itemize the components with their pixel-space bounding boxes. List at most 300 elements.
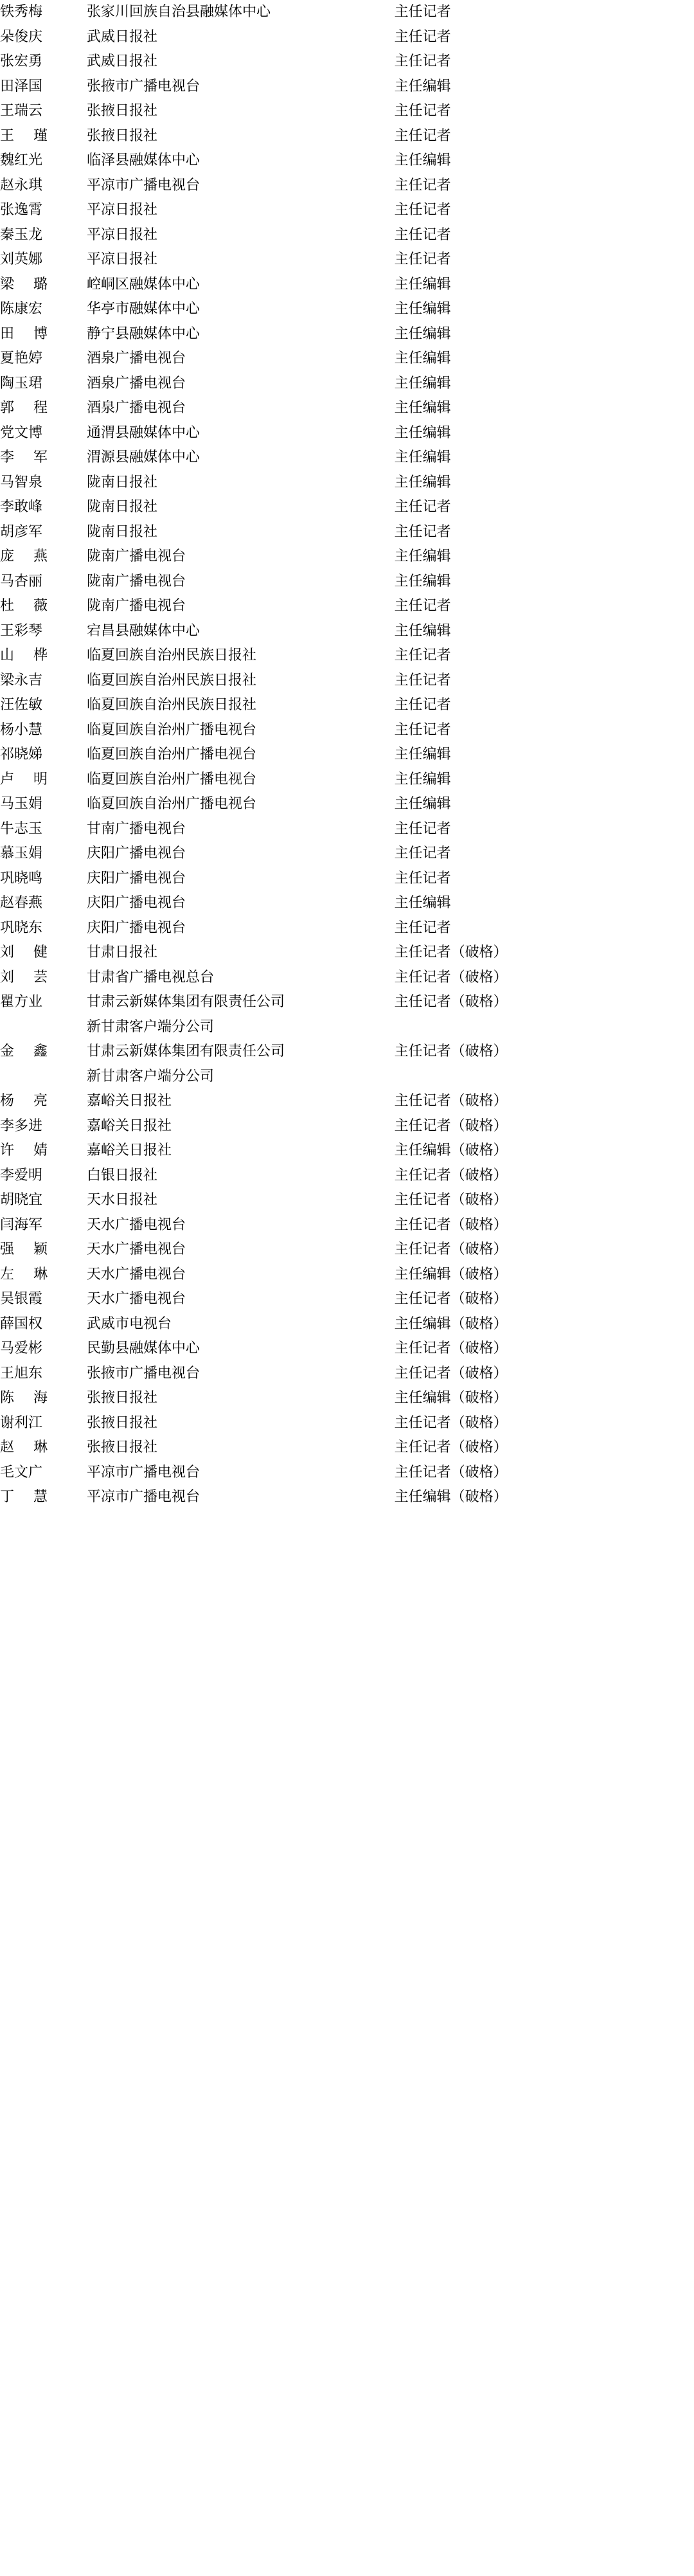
cell-title: 主任记者 <box>394 919 451 936</box>
cell-organization: 酒泉广播电视台 <box>87 350 186 366</box>
cell-name <box>0 347 87 372</box>
cell-title: 主任记者（破格） <box>394 944 508 960</box>
person-name: 田泽国 <box>0 78 43 95</box>
cell-name <box>0 792 87 817</box>
cell-organization: 张掖市广播电视台 <box>87 78 200 95</box>
cell-name <box>0 693 87 718</box>
person-name: 吴银霞 <box>0 1291 43 1307</box>
table-row <box>0 322 694 347</box>
person-name: 汪佐敏 <box>0 697 43 713</box>
cell-name <box>0 322 87 347</box>
cell-title: 主任记者 <box>394 202 451 218</box>
cell-name <box>0 25 87 50</box>
cell-organization: 陇南日报社 <box>87 523 158 540</box>
table-row <box>0 1040 694 1065</box>
person-name: 赵永琪 <box>0 177 43 194</box>
cell-title: 主任记者（破格） <box>394 1241 508 1257</box>
cell-name <box>0 1362 87 1387</box>
cell-organization: 天水日报社 <box>87 1192 158 1208</box>
table-row <box>0 1461 694 1486</box>
cell-title: 主任记者 <box>394 820 451 837</box>
cell-organization: 平凉日报社 <box>87 226 158 243</box>
person-name: 马爱彬 <box>0 1340 43 1356</box>
table-row <box>0 941 694 966</box>
cell-title: 主任记者（破格） <box>394 1414 508 1431</box>
cell-name <box>0 594 87 619</box>
cell-name <box>0 297 87 322</box>
cell-name <box>0 198 87 223</box>
cell-name <box>0 644 87 669</box>
cell-name <box>0 817 87 842</box>
cell-title: 主任记者 <box>394 672 451 689</box>
table-row <box>0 891 694 916</box>
person-name: 朵俊庆 <box>0 28 43 45</box>
cell-name <box>0 743 87 768</box>
table-row <box>0 1089 694 1114</box>
table-row <box>0 25 694 50</box>
cell-organization: 庆阳广播电视台 <box>87 919 186 936</box>
table-row <box>0 768 694 793</box>
person-name: 梁永吉 <box>0 672 43 689</box>
cell-organization: 平凉市广播电视台 <box>87 1464 200 1481</box>
table-row <box>0 867 694 892</box>
person-name: 马玉娟 <box>0 796 43 812</box>
cell-title: 主任记者（破格） <box>394 1216 508 1233</box>
table-row <box>0 149 694 174</box>
table-row <box>0 99 694 124</box>
cell-organization: 酒泉广播电视台 <box>87 375 186 392</box>
cell-title: 主任编辑 <box>394 301 451 317</box>
cell-title-empty <box>395 1065 694 1090</box>
cell-organization: 临夏回族自治州广播电视台 <box>87 771 257 788</box>
table-row <box>0 1386 694 1411</box>
cell-title: 主任编辑 <box>394 548 451 564</box>
cell-title: 主任编辑 <box>394 622 451 639</box>
cell-organization: 嘉峪关日报社 <box>87 1142 172 1158</box>
person-name: 山 桦 <box>0 647 48 663</box>
person-name: 庞 燕 <box>0 548 48 564</box>
person-name: 陈康宏 <box>0 301 43 317</box>
cell-name <box>0 619 87 644</box>
cell-organization: 甘肃云新媒体集团有限责任公司 <box>87 994 285 1010</box>
cell-name <box>0 966 87 991</box>
cell-title: 主任记者（破格） <box>394 1093 508 1109</box>
cell-organization-line2: 新甘肃客户端分公司 <box>87 1068 215 1085</box>
table-row <box>0 1337 694 1362</box>
table-row <box>0 545 694 570</box>
cell-title: 主任编辑 <box>394 375 451 392</box>
cell-title: 主任记者 <box>394 53 451 69</box>
person-name: 闫海军 <box>0 1216 43 1233</box>
cell-organization: 张掖日报社 <box>87 1390 158 1406</box>
cell-title: 主任编辑 <box>394 474 451 491</box>
cell-title: 主任记者 <box>394 251 451 267</box>
cell-title: 主任记者（破格） <box>394 994 508 1010</box>
cell-organization: 张掖市广播电视台 <box>87 1365 200 1382</box>
cell-name <box>0 718 87 743</box>
cell-title: 主任编辑（破格） <box>394 1489 508 1505</box>
cell-title: 主任编辑 <box>394 424 451 441</box>
cell-organization: 通渭县融媒体中心 <box>87 424 200 441</box>
cell-name <box>0 1386 87 1411</box>
person-name: 马杏丽 <box>0 573 43 590</box>
person-name: 薛国权 <box>0 1315 43 1332</box>
table-row <box>0 223 694 248</box>
cell-organization: 甘南广播电视台 <box>87 820 186 837</box>
cell-name <box>0 1263 87 1288</box>
table-row <box>0 124 694 149</box>
cell-organization: 陇南广播电视台 <box>87 573 186 590</box>
table-row <box>0 1188 694 1213</box>
table-row <box>0 1312 694 1337</box>
cell-name <box>0 1461 87 1486</box>
cell-organization: 天水广播电视台 <box>87 1291 186 1307</box>
person-name: 梁 璐 <box>0 276 48 293</box>
table-row <box>0 446 694 471</box>
cell-organization: 临夏回族自治州广播电视台 <box>87 796 257 812</box>
cell-organization: 武威市电视台 <box>87 1315 172 1332</box>
cell-name <box>0 1188 87 1213</box>
cell-organization: 庆阳广播电视台 <box>87 895 186 911</box>
cell-name <box>0 570 87 595</box>
cell-name-empty <box>0 1065 87 1090</box>
person-name: 李 军 <box>0 449 48 465</box>
person-name: 李爱明 <box>0 1167 43 1184</box>
cell-title: 主任记者 <box>394 697 451 713</box>
cell-title-empty <box>395 1015 694 1040</box>
table-row <box>0 248 694 273</box>
person-name: 魏红光 <box>0 152 43 168</box>
table-row <box>0 1362 694 1387</box>
table-row <box>0 1436 694 1461</box>
cell-organization: 庆阳广播电视台 <box>87 870 186 887</box>
person-name: 丁 慧 <box>0 1489 48 1505</box>
cell-name <box>0 669 87 694</box>
cell-organization: 酒泉广播电视台 <box>87 400 186 416</box>
cell-title: 主任编辑 <box>394 746 451 762</box>
table-row <box>0 1287 694 1312</box>
cell-organization: 静宁县融媒体中心 <box>87 325 200 342</box>
cell-title: 主任编辑 <box>394 152 451 168</box>
cell-organization: 临夏回族自治州民族日报社 <box>87 647 257 663</box>
table-row <box>0 471 694 496</box>
cell-name <box>0 768 87 793</box>
table-row <box>0 718 694 743</box>
table-row <box>0 50 694 75</box>
page-top-clip <box>0 0 694 4</box>
cell-organization: 渭源县融媒体中心 <box>87 449 200 465</box>
cell-title: 主任记者 <box>394 870 451 887</box>
table-row <box>0 297 694 322</box>
person-name: 杨小慧 <box>0 721 43 738</box>
person-name: 金 鑫 <box>0 1043 48 1059</box>
cell-title: 主任记者 <box>394 721 451 738</box>
cell-title: 主任记者 <box>394 523 451 540</box>
person-name: 赵春燕 <box>0 895 43 911</box>
cell-organization: 张掖日报社 <box>87 1439 158 1455</box>
cell-title: 主任记者（破格） <box>394 1340 508 1356</box>
table-row-continuation <box>0 1065 694 1090</box>
cell-name <box>0 446 87 471</box>
person-name: 党文博 <box>0 424 43 441</box>
cell-title: 主任记者 <box>394 4 451 20</box>
person-name: 陈 海 <box>0 1390 48 1406</box>
cell-name <box>0 545 87 570</box>
cell-title: 主任记者（破格） <box>394 1192 508 1208</box>
cell-organization: 嘉峪关日报社 <box>87 1117 172 1134</box>
table-row <box>0 570 694 595</box>
cell-title: 主任记者 <box>394 647 451 663</box>
cell-name <box>0 1436 87 1461</box>
person-name: 刘英娜 <box>0 251 43 267</box>
cell-organization: 华亭市融媒体中心 <box>87 301 200 317</box>
cell-title: 主任记者（破格） <box>394 1291 508 1307</box>
table-row <box>0 1164 694 1189</box>
cell-organization: 平凉日报社 <box>87 202 158 218</box>
table-row <box>0 1238 694 1263</box>
cell-organization: 张家川回族自治县融媒体中心 <box>87 4 271 20</box>
table-row <box>0 916 694 941</box>
person-name: 卢 明 <box>0 771 48 788</box>
cell-title: 主任编辑 <box>394 895 451 911</box>
person-name: 刘 健 <box>0 944 48 960</box>
cell-title: 主任记者（破格） <box>394 1167 508 1184</box>
cell-organization: 白银日报社 <box>87 1167 158 1184</box>
cell-title: 主任编辑（破格） <box>394 1266 508 1283</box>
cell-title: 主任记者（破格） <box>394 1464 508 1481</box>
cell-name <box>0 372 87 397</box>
cell-organization: 庆阳广播电视台 <box>87 845 186 861</box>
cell-name <box>0 867 87 892</box>
cell-title: 主任记者 <box>394 103 451 119</box>
cell-title: 主任编辑 <box>394 276 451 293</box>
cell-title: 主任记者 <box>394 845 451 861</box>
cell-name <box>0 99 87 124</box>
table-row <box>0 372 694 397</box>
table-row <box>0 520 694 545</box>
cell-organization: 天水广播电视台 <box>87 1241 186 1257</box>
cell-title: 主任记者（破格） <box>394 969 508 986</box>
cell-organization: 临夏回族自治州民族日报社 <box>87 697 257 713</box>
table-row <box>0 619 694 644</box>
cell-organization: 平凉日报社 <box>87 251 158 267</box>
cell-title: 主任编辑（破格） <box>394 1390 508 1406</box>
cell-name <box>0 124 87 149</box>
table-row <box>0 594 694 619</box>
cell-organization: 临夏回族自治州广播电视台 <box>87 721 257 738</box>
cell-organization: 天水广播电视台 <box>87 1216 186 1233</box>
cell-title: 主任记者（破格） <box>394 1043 508 1059</box>
cell-organization: 陇南广播电视台 <box>87 548 186 564</box>
person-name: 谢利江 <box>0 1414 43 1431</box>
cell-organization: 甘肃云新媒体集团有限责任公司 <box>87 1043 285 1059</box>
table-row <box>0 421 694 446</box>
person-name: 铁秀梅 <box>0 4 43 20</box>
cell-name <box>0 495 87 520</box>
person-name: 王 瑾 <box>0 127 48 144</box>
person-name: 王彩琴 <box>0 622 43 639</box>
cell-name <box>0 1337 87 1362</box>
cell-name <box>0 1114 87 1139</box>
cell-name <box>0 396 87 421</box>
cell-organization: 甘肃省广播电视总台 <box>87 969 215 986</box>
cell-name <box>0 75 87 100</box>
person-name: 刘 芸 <box>0 969 48 986</box>
cell-organization: 陇南日报社 <box>87 474 158 491</box>
table-row <box>0 1485 694 1510</box>
cell-title: 主任编辑 <box>394 325 451 342</box>
person-name: 胡晓宜 <box>0 1192 43 1208</box>
cell-title: 主任编辑 <box>394 400 451 416</box>
person-name: 夏艳婷 <box>0 350 43 366</box>
cell-name <box>0 1312 87 1337</box>
cell-title: 主任记者（破格） <box>394 1365 508 1382</box>
table-row <box>0 743 694 768</box>
person-name: 秦玉龙 <box>0 226 43 243</box>
cell-organization: 甘肃日报社 <box>87 944 158 960</box>
cell-organization: 民勤县融媒体中心 <box>87 1340 200 1356</box>
cell-title: 主任记者（破格） <box>394 1439 508 1455</box>
cell-title: 主任编辑 <box>394 796 451 812</box>
table-row-continuation <box>0 1015 694 1040</box>
cell-name <box>0 471 87 496</box>
cell-name <box>0 174 87 199</box>
table-row <box>0 396 694 421</box>
person-name: 左 琳 <box>0 1266 48 1283</box>
cell-organization: 张掖日报社 <box>87 103 158 119</box>
cell-name <box>0 149 87 174</box>
table-row <box>0 669 694 694</box>
cell-name <box>0 421 87 446</box>
cell-title: 主任编辑 <box>394 771 451 788</box>
cell-name <box>0 520 87 545</box>
person-name: 巩晓鸣 <box>0 870 43 887</box>
table-row <box>0 792 694 817</box>
person-name: 王瑞云 <box>0 103 43 119</box>
cell-name <box>0 1040 87 1065</box>
cell-name <box>0 916 87 941</box>
cell-name <box>0 990 87 1015</box>
cell-name <box>0 1238 87 1263</box>
table-row <box>0 842 694 867</box>
table-row <box>0 693 694 718</box>
cell-organization-line2: 新甘肃客户端分公司 <box>87 1018 215 1035</box>
cell-name <box>0 1089 87 1114</box>
table-row <box>0 273 694 298</box>
cell-name-empty <box>0 1015 87 1040</box>
person-name: 巩晓东 <box>0 919 43 936</box>
cell-organization: 临夏回族自治州民族日报社 <box>87 672 257 689</box>
cell-title: 主任编辑（破格） <box>394 1315 508 1332</box>
cell-name <box>0 1164 87 1189</box>
cell-title: 主任记者 <box>394 127 451 144</box>
person-name: 王旭东 <box>0 1365 43 1382</box>
cell-name <box>0 273 87 298</box>
cell-organization: 陇南广播电视台 <box>87 598 186 614</box>
cell-title: 主任编辑 <box>394 78 451 95</box>
person-name: 张宏勇 <box>0 53 43 69</box>
person-name: 祁晓娣 <box>0 746 43 762</box>
cell-organization: 张掖日报社 <box>87 127 158 144</box>
table-row <box>0 198 694 223</box>
cell-name <box>0 1287 87 1312</box>
cell-title: 主任编辑 <box>394 449 451 465</box>
cell-organization: 平凉市广播电视台 <box>87 1489 200 1505</box>
table-row <box>0 495 694 520</box>
cell-organization: 武威日报社 <box>87 28 158 45</box>
cell-title: 主任编辑（破格） <box>394 1142 508 1158</box>
person-name: 慕玉娟 <box>0 845 43 861</box>
cell-organization: 武威日报社 <box>87 53 158 69</box>
cell-title: 主任记者 <box>394 28 451 45</box>
cell-name <box>0 941 87 966</box>
cell-organization: 宕昌县融媒体中心 <box>87 622 200 639</box>
cell-title: 主任记者 <box>394 177 451 194</box>
table-row <box>0 1263 694 1288</box>
table-row <box>0 817 694 842</box>
person-name: 李敢峰 <box>0 499 43 515</box>
cell-organization: 陇南日报社 <box>87 499 158 515</box>
cell-title: 主任记者（破格） <box>394 1117 508 1134</box>
cell-name <box>0 1411 87 1436</box>
cell-name <box>0 50 87 75</box>
table-row <box>0 966 694 991</box>
person-name: 田 博 <box>0 325 48 342</box>
table-row <box>0 1213 694 1238</box>
cell-title: 主任记者 <box>394 499 451 515</box>
cell-name <box>0 891 87 916</box>
table-row <box>0 75 694 100</box>
person-name: 牛志玉 <box>0 820 43 837</box>
person-name: 瞿方业 <box>0 994 43 1010</box>
cell-organization: 临夏回族自治州广播电视台 <box>87 746 257 762</box>
person-name: 赵 琳 <box>0 1439 48 1455</box>
cell-organization: 平凉市广播电视台 <box>87 177 200 194</box>
table-row <box>0 174 694 199</box>
cell-name <box>0 842 87 867</box>
cell-title: 主任记者 <box>394 598 451 614</box>
table-row <box>0 347 694 372</box>
cell-name <box>0 1139 87 1164</box>
person-name: 强 颖 <box>0 1241 48 1257</box>
table-row <box>0 1139 694 1164</box>
table-row <box>0 990 694 1015</box>
person-name: 胡彦军 <box>0 523 43 540</box>
person-name: 李多进 <box>0 1117 43 1134</box>
table-row <box>0 644 694 669</box>
cell-name <box>0 1213 87 1238</box>
cell-organization: 临泽县融媒体中心 <box>87 152 200 168</box>
person-name: 张逸霄 <box>0 202 43 218</box>
cell-title: 主任编辑 <box>394 573 451 590</box>
person-name: 马智泉 <box>0 474 43 491</box>
cell-organization: 崆峒区融媒体中心 <box>87 276 200 293</box>
person-name: 毛文广 <box>0 1464 43 1481</box>
cell-organization: 天水广播电视台 <box>87 1266 186 1283</box>
person-name: 许 婧 <box>0 1142 48 1158</box>
cell-name <box>0 223 87 248</box>
cell-title: 主任记者 <box>394 226 451 243</box>
table-row <box>0 1114 694 1139</box>
table-row <box>0 1411 694 1436</box>
person-name: 陶玉珺 <box>0 375 43 392</box>
cell-organization: 张掖日报社 <box>87 1414 158 1431</box>
cell-organization: 嘉峪关日报社 <box>87 1093 172 1109</box>
cell-name <box>0 248 87 273</box>
cell-title: 主任编辑 <box>394 350 451 366</box>
person-name: 郭 程 <box>0 400 48 416</box>
person-name: 杜 薇 <box>0 598 48 614</box>
